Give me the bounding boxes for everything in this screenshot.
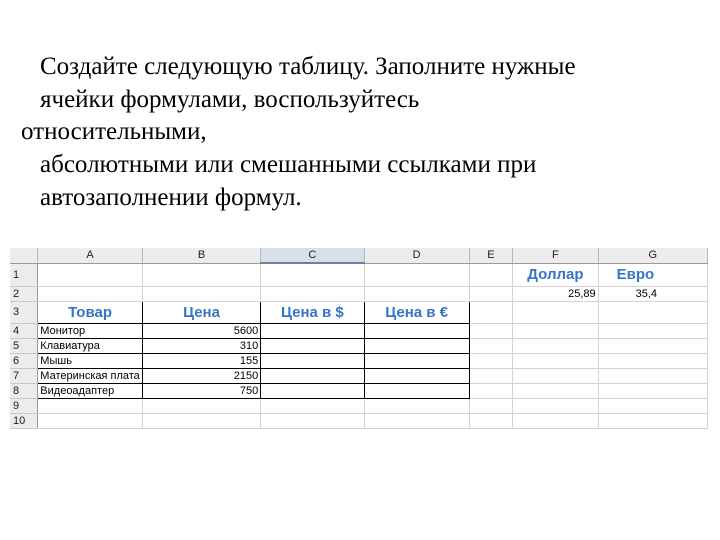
cell-d1[interactable]: [364, 263, 469, 287]
cell-a9[interactable]: [38, 399, 143, 414]
cell-d2[interactable]: [364, 287, 469, 302]
cell-g5[interactable]: [598, 339, 707, 354]
instruction-line-1: Создайте следующую таблицу. Заполните нужные: [40, 53, 576, 80]
euro-label-cell[interactable]: Евро: [598, 263, 707, 287]
product-name-cell[interactable]: Видеоадаптер: [38, 384, 143, 399]
instruction-line-2: ячейки формулами, воспользуйтесь: [40, 86, 420, 113]
cell-g6[interactable]: [598, 354, 707, 369]
product-price-cell[interactable]: 310: [142, 339, 260, 354]
cell-g9[interactable]: [598, 399, 707, 414]
cell-c1[interactable]: [261, 263, 364, 287]
row-header-1[interactable]: 1: [10, 263, 38, 287]
row-header-7[interactable]: 7: [10, 369, 38, 384]
cell-g3[interactable]: [598, 302, 707, 324]
product-name-cell[interactable]: Монитор: [38, 324, 143, 339]
cell-f6[interactable]: [513, 354, 599, 369]
dollar-rate-cell[interactable]: 25,89: [513, 287, 599, 302]
cell-e3[interactable]: [469, 302, 512, 324]
price-usd-cell[interactable]: [261, 339, 364, 354]
cell-f4[interactable]: [513, 324, 599, 339]
row-header-10[interactable]: 10: [10, 414, 38, 429]
cell-d10[interactable]: [364, 414, 469, 429]
column-header-d[interactable]: D: [364, 248, 469, 263]
cell-f3[interactable]: [513, 302, 599, 324]
cell-c9[interactable]: [261, 399, 364, 414]
column-header-a[interactable]: A: [38, 248, 143, 263]
column-header-e[interactable]: E: [469, 248, 512, 263]
cell-c10[interactable]: [261, 414, 364, 429]
instruction-line-5: автозаполнении формул.: [40, 184, 302, 211]
cell-b10[interactable]: [142, 414, 260, 429]
cell-f7[interactable]: [513, 369, 599, 384]
column-header-c[interactable]: C: [261, 248, 364, 263]
cell-e5[interactable]: [469, 339, 512, 354]
cell-a1[interactable]: [38, 263, 143, 287]
product-name-cell[interactable]: Клавиатура: [38, 339, 143, 354]
row-header-6[interactable]: 6: [10, 354, 38, 369]
price-eur-cell[interactable]: [364, 339, 469, 354]
header-price-eur-cell[interactable]: Цена в €: [364, 302, 469, 324]
price-usd-cell[interactable]: [261, 384, 364, 399]
cell-e2[interactable]: [469, 287, 512, 302]
cell-f9[interactable]: [513, 399, 599, 414]
cell-e7[interactable]: [469, 369, 512, 384]
product-price-cell[interactable]: 2150: [142, 369, 260, 384]
cell-a10[interactable]: [38, 414, 143, 429]
cell-g7[interactable]: [598, 369, 707, 384]
product-name-cell[interactable]: Мышь: [38, 354, 143, 369]
cell-e9[interactable]: [469, 399, 512, 414]
header-price-usd-cell[interactable]: Цена в $: [261, 302, 364, 324]
cell-e4[interactable]: [469, 324, 512, 339]
header-price-cell[interactable]: Цена: [142, 302, 260, 324]
product-price-cell[interactable]: 155: [142, 354, 260, 369]
row-header-5[interactable]: 5: [10, 339, 38, 354]
cell-g4[interactable]: [598, 324, 707, 339]
product-price-cell[interactable]: 5600: [142, 324, 260, 339]
price-eur-cell[interactable]: [364, 384, 469, 399]
cell-c2[interactable]: [261, 287, 364, 302]
cell-a2[interactable]: [38, 287, 143, 302]
price-eur-cell[interactable]: [364, 354, 469, 369]
cell-e1[interactable]: [469, 263, 512, 287]
instruction-line-3: относительными,: [21, 118, 207, 145]
row-header-3[interactable]: 3: [10, 302, 38, 324]
cell-f5[interactable]: [513, 339, 599, 354]
column-header-b[interactable]: B: [142, 248, 260, 263]
cell-f10[interactable]: [513, 414, 599, 429]
cell-b1[interactable]: [142, 263, 260, 287]
cell-b2[interactable]: [142, 287, 260, 302]
price-eur-cell[interactable]: [364, 369, 469, 384]
product-price-cell[interactable]: 750: [142, 384, 260, 399]
cell-f8[interactable]: [513, 384, 599, 399]
row-header-2[interactable]: 2: [10, 287, 38, 302]
euro-rate-cell[interactable]: 35,4: [598, 287, 707, 302]
cell-e10[interactable]: [469, 414, 512, 429]
cell-e6[interactable]: [469, 354, 512, 369]
price-usd-cell[interactable]: [261, 369, 364, 384]
instruction-text: [0, 0, 720, 230]
column-header-f[interactable]: F: [513, 248, 599, 263]
dollar-label-cell[interactable]: Доллар: [513, 263, 599, 287]
row-header-4[interactable]: 4: [10, 324, 38, 339]
price-eur-cell[interactable]: [364, 324, 469, 339]
cell-g10[interactable]: [598, 414, 707, 429]
price-usd-cell[interactable]: [261, 354, 364, 369]
instruction-line-4: абсолютными или смешанными ссылками при: [40, 151, 537, 178]
spreadsheet-grid: [10, 248, 708, 429]
row-header-9[interactable]: 9: [10, 399, 38, 414]
column-header-g[interactable]: G: [598, 248, 707, 263]
row-header-8[interactable]: 8: [10, 384, 38, 399]
product-name-cell[interactable]: Материнская плата: [38, 369, 143, 384]
header-product-cell[interactable]: Товар: [38, 302, 143, 324]
corner-cell[interactable]: [10, 248, 38, 263]
price-usd-cell[interactable]: [261, 324, 364, 339]
spreadsheet: [10, 248, 708, 433]
cell-e8[interactable]: [469, 384, 512, 399]
cell-d9[interactable]: [364, 399, 469, 414]
cell-g8[interactable]: [598, 384, 707, 399]
cell-b9[interactable]: [142, 399, 260, 414]
